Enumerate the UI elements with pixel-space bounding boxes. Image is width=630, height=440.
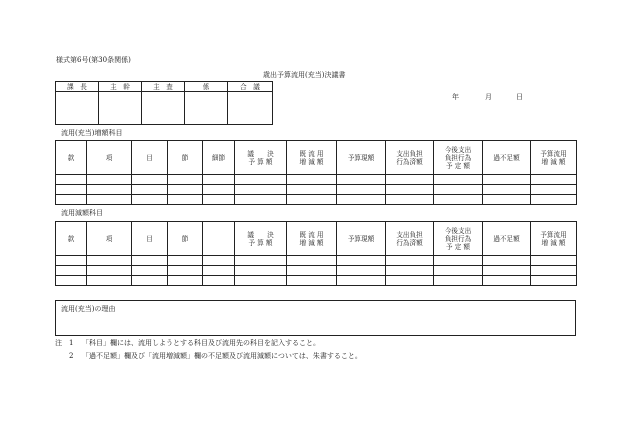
increase-header-text: 予算流用 (540, 149, 567, 158)
increase-header-text: 項 (105, 153, 113, 162)
decrease-input-cell[interactable] (203, 256, 235, 266)
increase-input-cell[interactable] (287, 195, 337, 205)
decrease-input-cell[interactable] (235, 276, 287, 286)
increase-header-text: 目 (146, 153, 153, 162)
decrease-input-cell[interactable] (168, 256, 203, 266)
decrease-header-col-4 (203, 222, 235, 256)
increase-input-cell[interactable] (168, 185, 203, 195)
reason-box[interactable] (55, 300, 576, 336)
increase-input-cell[interactable] (56, 175, 87, 185)
decrease-header-col-8 (386, 222, 434, 256)
decrease-header-text: 款 (67, 234, 75, 243)
increase-input-cell[interactable] (132, 175, 168, 185)
decrease-input-cell[interactable] (132, 256, 168, 266)
note-2-number: 2 (69, 352, 74, 360)
increase-header-text: 既 流 用 (299, 149, 324, 158)
decrease-input-cell[interactable] (386, 256, 434, 266)
decrease-header-text: 負担行為 (444, 234, 472, 243)
increase-input-cell[interactable] (434, 195, 483, 205)
increase-input-cell[interactable] (132, 185, 168, 195)
increase-input-cell[interactable] (87, 195, 132, 205)
approval-stamp-cell[interactable] (185, 92, 228, 125)
decrease-input-cell[interactable] (287, 256, 337, 266)
increase-input-cell[interactable] (483, 195, 531, 205)
increase-table-row (56, 175, 577, 185)
increase-header-text: 増 減 額 (299, 157, 324, 166)
decrease-input-cell[interactable] (483, 256, 531, 266)
date-day: 日 (516, 93, 523, 101)
decrease-input-cell[interactable] (287, 266, 337, 276)
decrease-input-cell[interactable] (56, 266, 87, 276)
increase-input-cell[interactable] (386, 195, 434, 205)
increase-header-col-9 (434, 141, 483, 175)
decrease-input-cell[interactable] (483, 276, 531, 286)
increase-input-cell[interactable] (87, 185, 132, 195)
increase-header-col-10 (483, 141, 531, 175)
increase-input-cell[interactable] (434, 185, 483, 195)
increase-header-text: 予算現額 (347, 153, 375, 162)
page-title: 歳出予算流用(充当)決議書 (263, 71, 346, 79)
increase-header-col-5 (235, 141, 287, 175)
increase-input-cell[interactable] (235, 185, 287, 195)
decrease-header-col-11 (531, 222, 577, 256)
decrease-header-text: 今後支出 (444, 226, 472, 235)
increase-header-text: 予 算 額 (248, 157, 273, 166)
approval-header-consultation: 合 議 (228, 82, 273, 92)
note-1-text: 「科目」欄には、流用しようとする科目及び流用先の科目を記入すること。 (82, 339, 320, 347)
increase-input-cell[interactable] (337, 195, 386, 205)
increase-table-row (56, 185, 577, 195)
increase-header-text: 細節 (211, 153, 226, 162)
decrease-input-cell[interactable] (132, 276, 168, 286)
increase-input-cell[interactable] (235, 195, 287, 205)
decrease-header-text: 予算流用 (540, 230, 567, 239)
decrease-header-text: 支出負担 (396, 230, 423, 239)
decrease-header-col-10 (483, 222, 531, 256)
increase-header-col-1 (87, 141, 132, 175)
approval-table (55, 81, 273, 125)
increase-section-label: 流用(充当)増額科目 (61, 129, 123, 137)
decrease-input-cell[interactable] (235, 256, 287, 266)
increase-header-text: 議 決 (247, 149, 274, 158)
increase-input-cell[interactable] (235, 175, 287, 185)
increase-table-row (56, 195, 577, 205)
decrease-input-cell[interactable] (56, 256, 87, 266)
increase-input-cell[interactable] (434, 175, 483, 185)
decrease-header-text: 過不足額 (493, 234, 520, 243)
increase-header-col-11 (531, 141, 577, 175)
decrease-header-col-9 (434, 222, 483, 256)
decrease-header-text: 予 定 額 (446, 242, 470, 251)
increase-header-text: 予 定 額 (446, 161, 470, 170)
decrease-header-col-2 (132, 222, 168, 256)
decrease-table-row (56, 256, 577, 266)
decrease-input-cell[interactable] (287, 276, 337, 286)
decrease-header-text: 増 減 額 (299, 238, 324, 247)
decrease-input-cell[interactable] (87, 256, 132, 266)
approval-header-section-chief: 課 長 (56, 82, 99, 92)
increase-input-cell[interactable] (531, 185, 577, 195)
decrease-header-col-3 (168, 222, 203, 256)
increase-header-text: 増 減 額 (541, 157, 566, 166)
increase-input-cell[interactable] (531, 175, 577, 185)
increase-input-cell[interactable] (386, 175, 434, 185)
increase-header-text: 行為済額 (396, 157, 423, 166)
approval-stamp-cell[interactable] (99, 92, 142, 125)
decrease-header-text: 予算現額 (347, 234, 375, 243)
decrease-input-cell[interactable] (235, 266, 287, 276)
date-month: 月 (485, 93, 492, 101)
decrease-header-text: 既 流 用 (299, 230, 324, 239)
increase-header-col-0 (56, 141, 87, 175)
increase-header-text: 過不足額 (493, 153, 520, 162)
increase-input-cell[interactable] (483, 175, 531, 185)
decrease-input-cell[interactable] (87, 266, 132, 276)
increase-header-col-4 (203, 141, 235, 175)
decrease-input-cell[interactable] (483, 266, 531, 276)
increase-header-col-8 (386, 141, 434, 175)
decrease-input-cell[interactable] (434, 266, 483, 276)
reason-label: 流用(充当)の理由 (61, 305, 116, 313)
decrease-header-text: 目 (146, 234, 153, 243)
decrease-input-cell[interactable] (531, 276, 577, 286)
decrease-input-cell[interactable] (203, 276, 235, 286)
increase-input-cell[interactable] (386, 185, 434, 195)
increase-table (55, 140, 577, 205)
note-2-text: 「過不足額」欄及び「流用増減額」欄の不足額及び流用減額については、朱書すること。 (82, 352, 362, 360)
notes-prefix: 注 (55, 339, 62, 347)
increase-input-cell[interactable] (203, 175, 235, 185)
approval-header-director: 主 幹 (99, 82, 142, 92)
decrease-header-col-0 (56, 222, 87, 256)
note-1-number: 1 (69, 339, 74, 347)
approval-stamp-cell[interactable] (142, 92, 185, 125)
decrease-input-cell[interactable] (337, 276, 386, 286)
approval-header-supervisor: 主 査 (142, 82, 185, 92)
increase-header-text: 今後支出 (444, 145, 472, 154)
increase-input-cell[interactable] (287, 175, 337, 185)
decrease-input-cell[interactable] (132, 266, 168, 276)
increase-header-col-7 (337, 141, 386, 175)
decrease-header-text: 行為済額 (396, 238, 423, 247)
increase-input-cell[interactable] (87, 175, 132, 185)
approval-stamp-cell[interactable] (228, 92, 273, 125)
decrease-header-text: 予 算 額 (248, 238, 273, 247)
increase-input-cell[interactable] (203, 185, 235, 195)
decrease-header-text: 議 決 (247, 230, 274, 239)
increase-input-cell[interactable] (483, 185, 531, 195)
increase-header-col-2 (132, 141, 168, 175)
decrease-header-text: 節 (181, 234, 189, 243)
decrease-input-cell[interactable] (168, 266, 203, 276)
decrease-input-cell[interactable] (168, 276, 203, 286)
date-year: 年 (452, 93, 459, 101)
approval-header-staff: 係 (185, 82, 228, 92)
increase-input-cell[interactable] (56, 185, 87, 195)
decrease-section-label: 流用減額科目 (61, 209, 103, 217)
decrease-table (55, 221, 577, 286)
decrease-table-row (56, 276, 577, 286)
increase-header-text: 款 (67, 153, 75, 162)
decrease-header-text: 増 減 額 (541, 238, 566, 247)
increase-header-text: 節 (181, 153, 189, 162)
form-number: 様式第6号(第30条関係) (56, 56, 131, 64)
increase-header-text: 支出負担 (396, 149, 423, 158)
increase-input-cell[interactable] (168, 195, 203, 205)
increase-input-cell[interactable] (203, 195, 235, 205)
decrease-input-cell[interactable] (386, 276, 434, 286)
increase-header-col-6 (287, 141, 337, 175)
decrease-header-col-6 (287, 222, 337, 256)
decrease-input-cell[interactable] (434, 276, 483, 286)
increase-input-cell[interactable] (337, 175, 386, 185)
increase-input-cell[interactable] (56, 195, 87, 205)
increase-input-cell[interactable] (337, 185, 386, 195)
approval-stamp-cell[interactable] (56, 92, 99, 125)
decrease-header-text: 項 (105, 234, 113, 243)
decrease-input-cell[interactable] (386, 266, 434, 276)
decrease-table-row (56, 266, 577, 276)
decrease-input-cell[interactable] (337, 266, 386, 276)
decrease-header-col-7 (337, 222, 386, 256)
decrease-input-cell[interactable] (56, 276, 87, 286)
increase-header-text: 負担行為 (444, 153, 472, 162)
decrease-input-cell[interactable] (531, 256, 577, 266)
increase-input-cell[interactable] (531, 195, 577, 205)
increase-input-cell[interactable] (287, 185, 337, 195)
decrease-input-cell[interactable] (87, 276, 132, 286)
decrease-input-cell[interactable] (203, 266, 235, 276)
increase-input-cell[interactable] (132, 195, 168, 205)
decrease-input-cell[interactable] (531, 266, 577, 276)
increase-input-cell[interactable] (168, 175, 203, 185)
decrease-header-col-5 (235, 222, 287, 256)
decrease-input-cell[interactable] (337, 256, 386, 266)
decrease-header-col-1 (87, 222, 132, 256)
decrease-input-cell[interactable] (434, 256, 483, 266)
increase-header-col-3 (168, 141, 203, 175)
